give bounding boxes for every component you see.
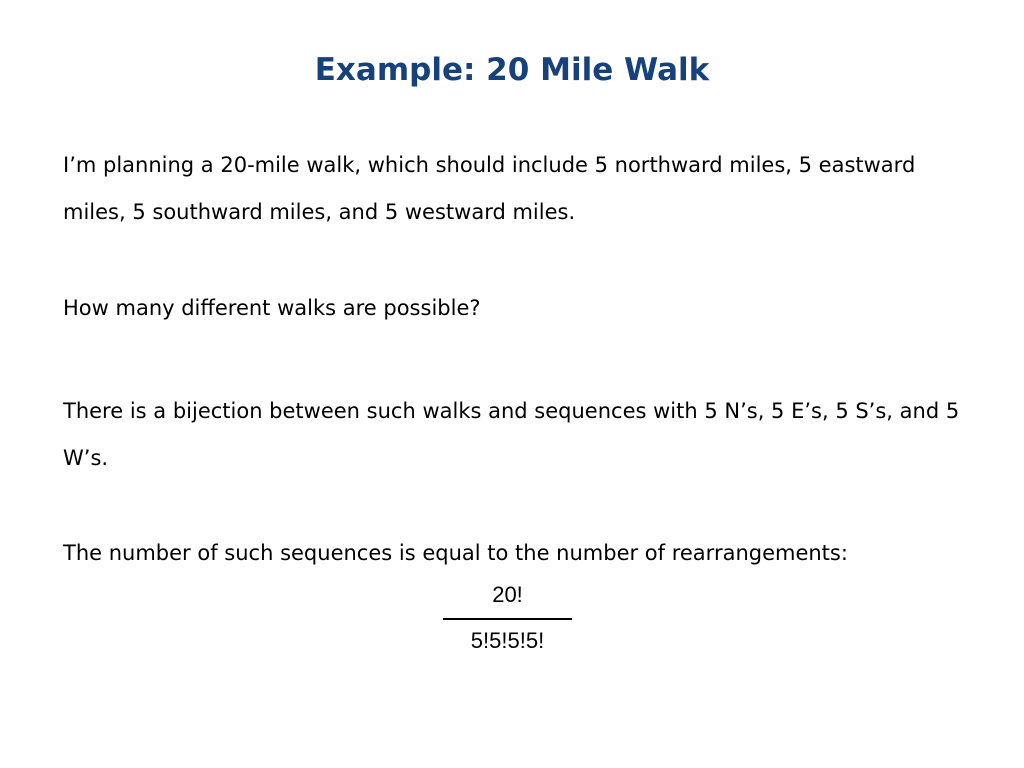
problem-statement: I’m planning a 20-mile walk, which should include 5 northward miles, 5 eastward miles, 5 southward miles, and 5 westward miles.: [63, 153, 916, 224]
multinomial-fraction: [443, 578, 572, 658]
fraction-numerator: 20!: [492, 582, 523, 607]
slide-title: Example: 20 Mile Walk: [314, 52, 710, 88]
bijection-statement: There is a bijection between such walks and sequences with 5 N’s, 5 E’s, 5 S’s, and 5 W’s.: [63, 399, 960, 470]
fraction-bar: [443, 618, 572, 620]
rearrangement-statement: The number of such sequences is equal to the number of rearrangements:: [63, 541, 848, 565]
fraction-denominator: 5!5!5!5!: [470, 628, 545, 653]
question: How many different walks are possible?: [63, 296, 481, 320]
